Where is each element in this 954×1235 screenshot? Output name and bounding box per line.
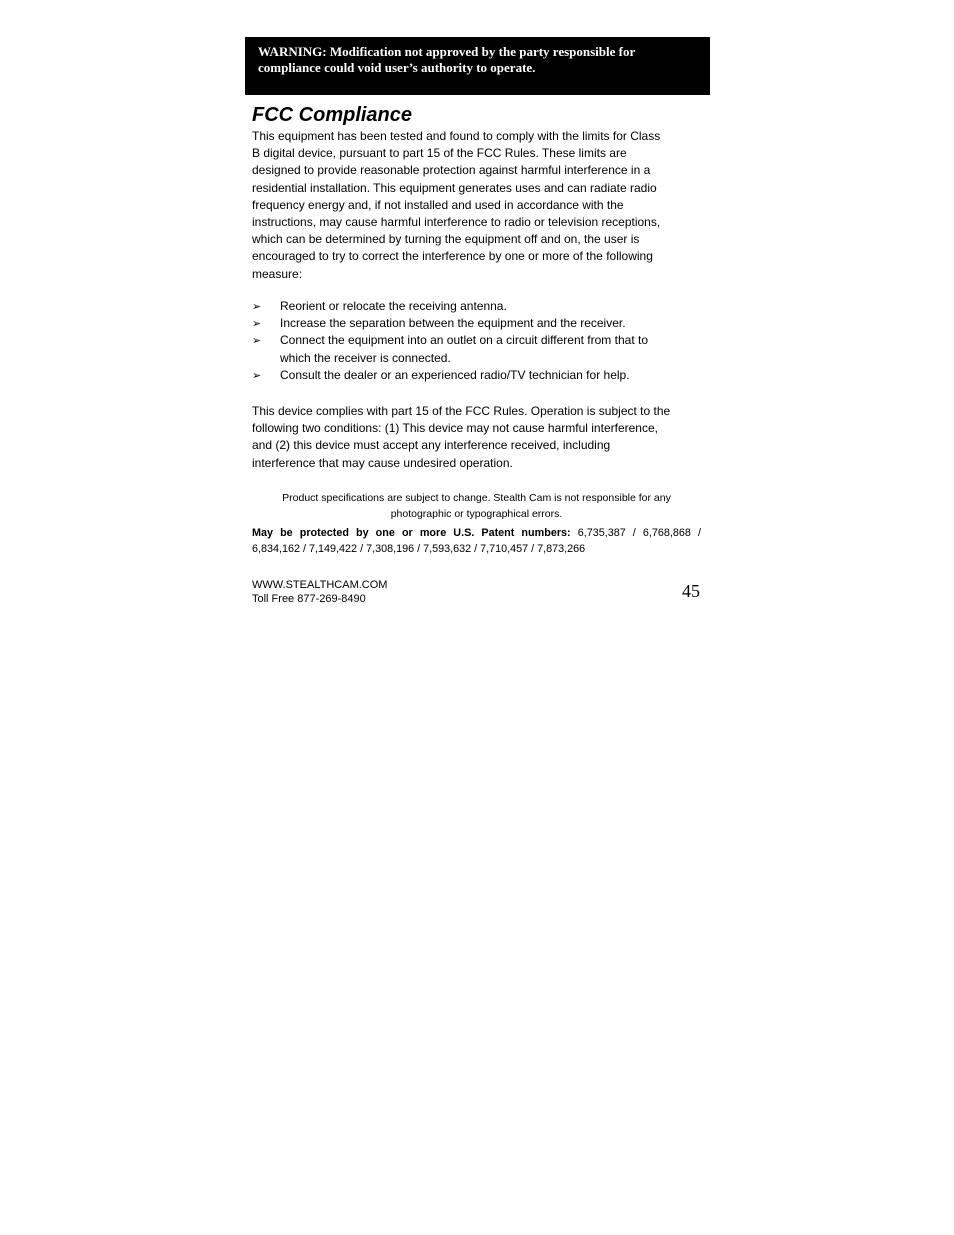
list-item — [252, 367, 712, 384]
patent-label: May be protected by one or more U.S. Patent numbers: — [252, 527, 571, 539]
bullet-text: Connect the equipment into an outlet on a circuit different from that to — [280, 333, 648, 348]
compliance-line: following two conditions: (1) This device may not cause harmful interference, — [252, 421, 658, 436]
intro-line: designed to provide reasonable protection against harmful interference in a — [252, 163, 651, 178]
intro-line: B digital device, pursuant to part 15 of the FCC Rules. These limits are — [252, 146, 627, 161]
bullet-list — [252, 298, 712, 384]
list-item — [252, 332, 712, 366]
arrow-bullet-icon: ➢ — [252, 300, 262, 313]
bullet-text: Increase the separation between the equipment and the receiver. — [280, 316, 626, 331]
arrow-bullet-icon: ➢ — [252, 317, 262, 331]
intro-paragraph — [252, 128, 712, 283]
bullet-text: Reorient or relocate the receiving antenna. — [280, 299, 507, 313]
patent-numbers-2: 6,834,162 / 7,149,422 / 7,308,196 / 7,593,632 / 7,710,457 / 7,873,266 — [252, 543, 586, 555]
website-url: WWW.STEALTHCAM.COM — [252, 579, 388, 591]
disclaimer-line: Product specifications are subject to change. Stealth Cam is not responsible for any — [282, 492, 671, 504]
bullet-text: which the receiver is connected. — [280, 350, 451, 365]
intro-line: residential installation. This equipment generates uses and can radiate radio — [252, 180, 657, 195]
intro-line: which can be determined by turning the equipment off and on, the user is — [252, 232, 640, 247]
list-item — [252, 298, 712, 315]
compliance-paragraph — [252, 403, 712, 472]
arrow-bullet-icon: ➢ — [252, 334, 262, 348]
compliance-line: and (2) this device must accept any interference received, including — [252, 438, 611, 453]
intro-line: instructions, may cause harmful interference to radio or television receptions, — [252, 215, 661, 230]
bullet-text: Consult the dealer or an experienced radio/TV technician for help. — [280, 367, 630, 382]
arrow-bullet-icon: ➢ — [252, 368, 262, 382]
disclaimer — [252, 490, 701, 522]
patent-numbers-1: 6,735,387 / 6,768,868 / — [577, 527, 701, 539]
compliance-line: interference that may cause undesired operation. — [252, 455, 513, 470]
warning-box — [245, 37, 710, 95]
toll-free-phone: Toll Free 877-269-8490 — [252, 593, 366, 605]
patent-notice — [252, 525, 701, 557]
intro-line: measure: — [252, 266, 303, 281]
page-title: FCC Compliance — [252, 104, 413, 126]
warning-line-1: WARNING: Modification not approved by the party responsible for — [258, 44, 636, 59]
intro-line: This equipment has been tested and found to comply with the limits for Class — [252, 129, 661, 143]
intro-line: frequency energy and, if not installed and used in accordance with the — [252, 197, 624, 212]
warning-line-2: compliance could void user’s authority to operate. — [258, 60, 536, 75]
list-item — [252, 315, 712, 332]
intro-line: encouraged to try to correct the interference by one or more of the following — [252, 249, 653, 264]
patent-line-1 — [252, 525, 701, 541]
footer — [252, 578, 387, 606]
compliance-line: This device complies with part 15 of the FCC Rules. Operation is subject to the — [252, 404, 671, 418]
page-number: 45 — [682, 581, 700, 601]
disclaimer-line: photographic or typographical errors. — [390, 508, 563, 520]
